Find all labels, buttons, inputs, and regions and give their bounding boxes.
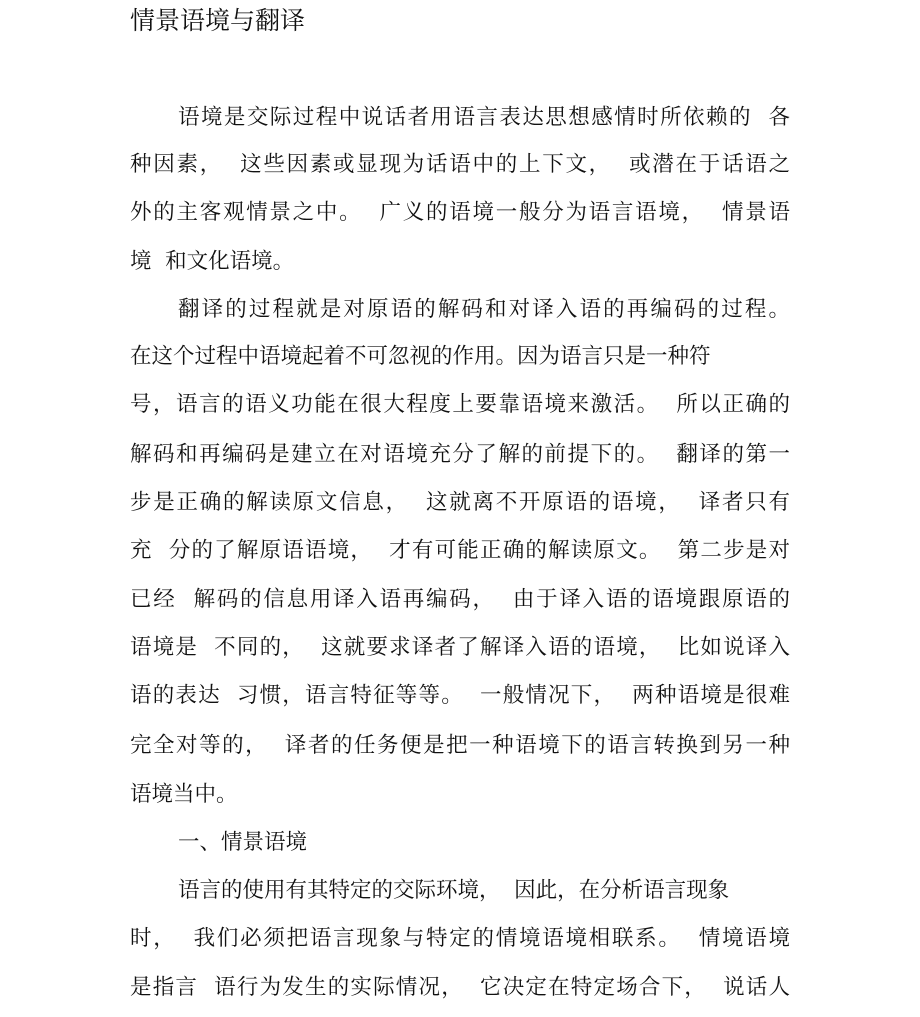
paragraph-line: 充 分的了解原语语境， 才有可能正确的解读原文。 第二步是对 bbox=[130, 538, 790, 563]
section-heading: 一、情景语境 bbox=[178, 830, 308, 855]
paragraph-line: 已经 解码的信息用译入语再编码， 由于译入语的语境跟原语的 bbox=[130, 587, 790, 612]
paragraph-line: 外的主客观情景之中。 广义的语境一般分为语言语境， 情景语 bbox=[130, 200, 790, 225]
paragraph-line: 步是正确的解读原文信息， 这就离不开原语的语境， 译者只有 bbox=[130, 490, 790, 515]
paragraph-line: 语境是交际过程中说话者用语言表达思想感情时所依赖的 各 bbox=[178, 105, 790, 130]
paragraph-line: 在这个过程中语境起着不可忽视的作用。因为语言只是一种符 bbox=[130, 344, 711, 369]
paragraph-line: 解码和再编码是建立在对语境充分了解的前提下的。 翻译的第一 bbox=[130, 442, 790, 467]
paragraph-line: 号，语言的语义功能在很大程度上要靠语境来激活。 所以正确的 bbox=[130, 392, 790, 417]
paragraph-line: 完全对等的， 译者的任务便是把一种语境下的语言转换到另一种 bbox=[130, 733, 790, 758]
paragraph-line: 语的表达 习惯，语言特征等等。 一般情况下， 两种语境是很难 bbox=[130, 683, 790, 708]
paragraph-line: 境 和文化语境。 bbox=[130, 249, 295, 274]
paragraph-line: 语言的使用有其特定的交际环境， 因此，在分析语言现象 bbox=[178, 878, 730, 903]
paragraph-line: 时， 我们必须把语言现象与特定的情境语境相联系。 情境语境 bbox=[130, 926, 790, 951]
paragraph-line: 是指言 语行为发生的实际情况， 它决定在特定场合下， 说话人 bbox=[130, 975, 790, 1000]
document-title: 情景语境与翻译 bbox=[130, 6, 306, 35]
paragraph-line: 种因素， 这些因素或显现为话语中的上下文， 或潜在于话语之 bbox=[130, 152, 790, 177]
paragraph-line: 语境当中。 bbox=[130, 782, 238, 807]
paragraph-line: 语境是 不同的， 这就要求译者了解译入语的语境， 比如说译入 bbox=[130, 635, 790, 660]
paragraph-line: 翻译的过程就是对原语的解码和对译入语的再编码的过程。 bbox=[178, 297, 790, 322]
